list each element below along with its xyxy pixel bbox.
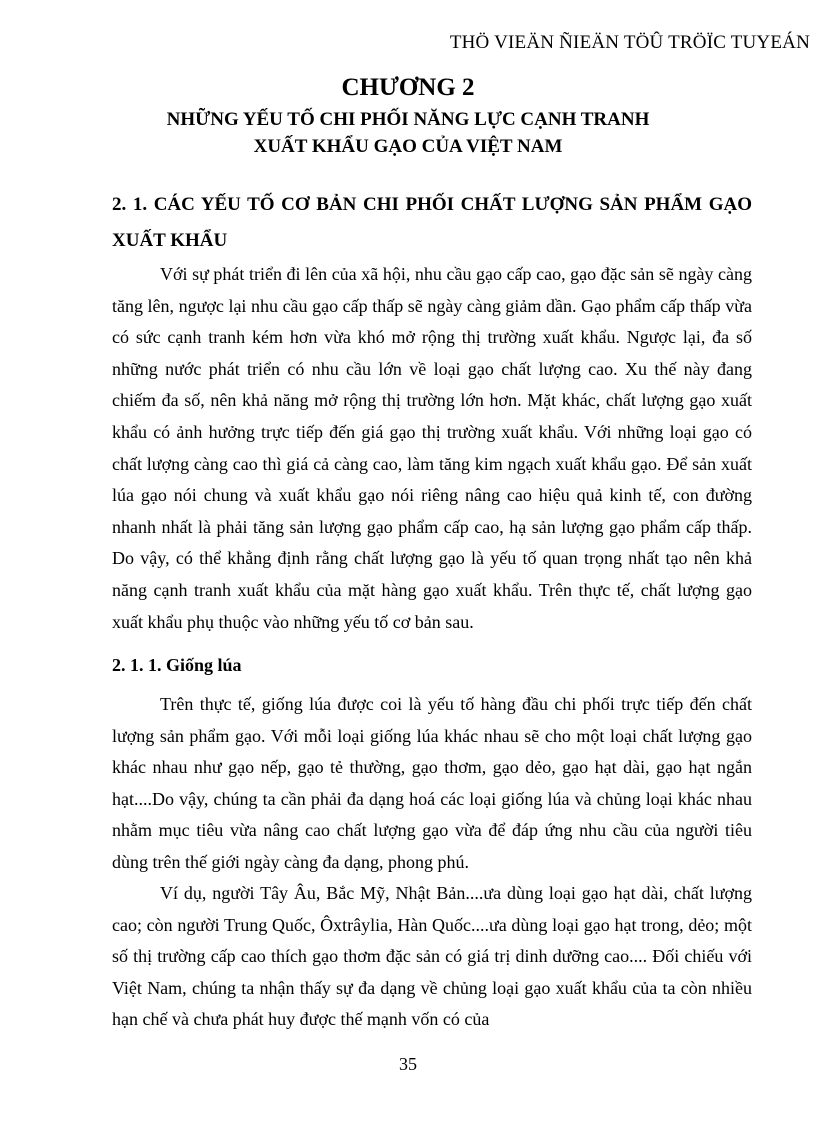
subsection-paragraph-2: Ví dụ, người Tây Âu, Bắc Mỹ, Nhật Bản....ưa dùng loại gạo hạt dài, chất lượng cao; còn người Trung Quốc, Ôxtrâylia, Hàn Quốc....ưa dùng loại gạo hạt trong, dẻo; một số thị trường cấp cao thích gạo thơm đặc sản có giá trị dinh dưỡng cao.... Đối chiếu với Việt Nam, chúng ta nhận thấy sự đa dạng về chủng loại gạo xuất khẩu của ta còn nhiều hạn chế và chưa phát huy được thế mạnh vốn có của (112, 883, 752, 1030)
chapter-title-line-1: NHỮNG YẾU TỐ CHI PHỐI NĂNG LỰC CẠNH TRANH (166, 109, 650, 130)
section-paragraph-1: Với sự phát triển đi lên của xã hội, nhu cầu gạo cấp cao, gạo đặc sản sẽ ngày càng tăng lên, ngược lại nhu cầu gạo cấp thấp sẽ ngày càng giảm dần. Gạo phẩm cấp thấp vừa có sức cạnh tranh kém hơn vừa khó mở rộng thị trường xuất khẩu. Ngược lại, đa số những nước phát triển có nhu cầu lớn về loại gạo chất lượng cao. Xu thế này đang chiếm đa số, nên khả năng mở rộng thị trường lớn hơn. Mặt khác, chất lượng gạo xuất khẩu có ảnh hưởng trực tiếp đến giá gạo thị trường xuất khẩu. Với những loại gạo có chất lượng càng cao thì giá cả càng cao, làm tăng kim ngạch xuất khẩu gạo. Để sản xuất lúa gạo nói chung và xuất khẩu gạo nói riêng nâng cao hiệu quả kinh tế, con đường nhanh nhất là phải tăng sản lượng gạo phẩm cấp cao, hạ sản lượng gạo phẩm cấp thấp. Do vậy, có thể khẳng định rằng chất lượng gạo là yếu tố quan trọng nhất tạo nên khả năng cạnh tranh xuất khẩu của mặt hàng gạo xuất khẩu. Trên thực tế, chất lượng gạo xuất khẩu phụ thuộc vào những yếu tố cơ bản sau. (112, 264, 752, 632)
page-number: 35 (399, 1054, 417, 1074)
section-heading-line-2: XUẤT KHẨU (112, 230, 228, 251)
section-heading-line-1: 2. 1. CÁC YẾU TỐ CƠ BẢN CHI PHỐI CHẤT LƯỢNG SẢN PHẨM GẠO (112, 194, 752, 215)
subsection-paragraph-1: Trên thực tế, giống lúa được coi là yếu tố hàng đầu chi phối trực tiếp đến chất lượng sản phẩm gạo. Với mỗi loại giống lúa khác nhau sẽ cho một loại chất lượng gạo khác nhau như gạo nếp, gạo tẻ thường, gạo thơm, gạo dẻo, gạo hạt dài, gạo hạt ngắn hạt....Do vậy, chúng ta cần phải đa dạng hoá các loại giống lúa và chủng loại khác nhau nhằm mục tiêu vừa nâng cao chất lượng gạo vừa để đáp ứng nhu cầu của người tiêu dùng trên thế giới ngày càng đa dạng, phong phú. (112, 694, 752, 872)
subsection-heading: 2. 1. 1. Giống lúa (112, 655, 242, 675)
running-header: THÖ VIEÄN ÑIEÄN TÖÛ TRÖÏC TUYEÁN (449, 32, 810, 53)
chapter-title-line-2: XUẤT KHẨU GẠO CỦA VIỆT NAM (253, 136, 563, 157)
chapter-label: CHƯƠNG 2 (341, 74, 475, 101)
